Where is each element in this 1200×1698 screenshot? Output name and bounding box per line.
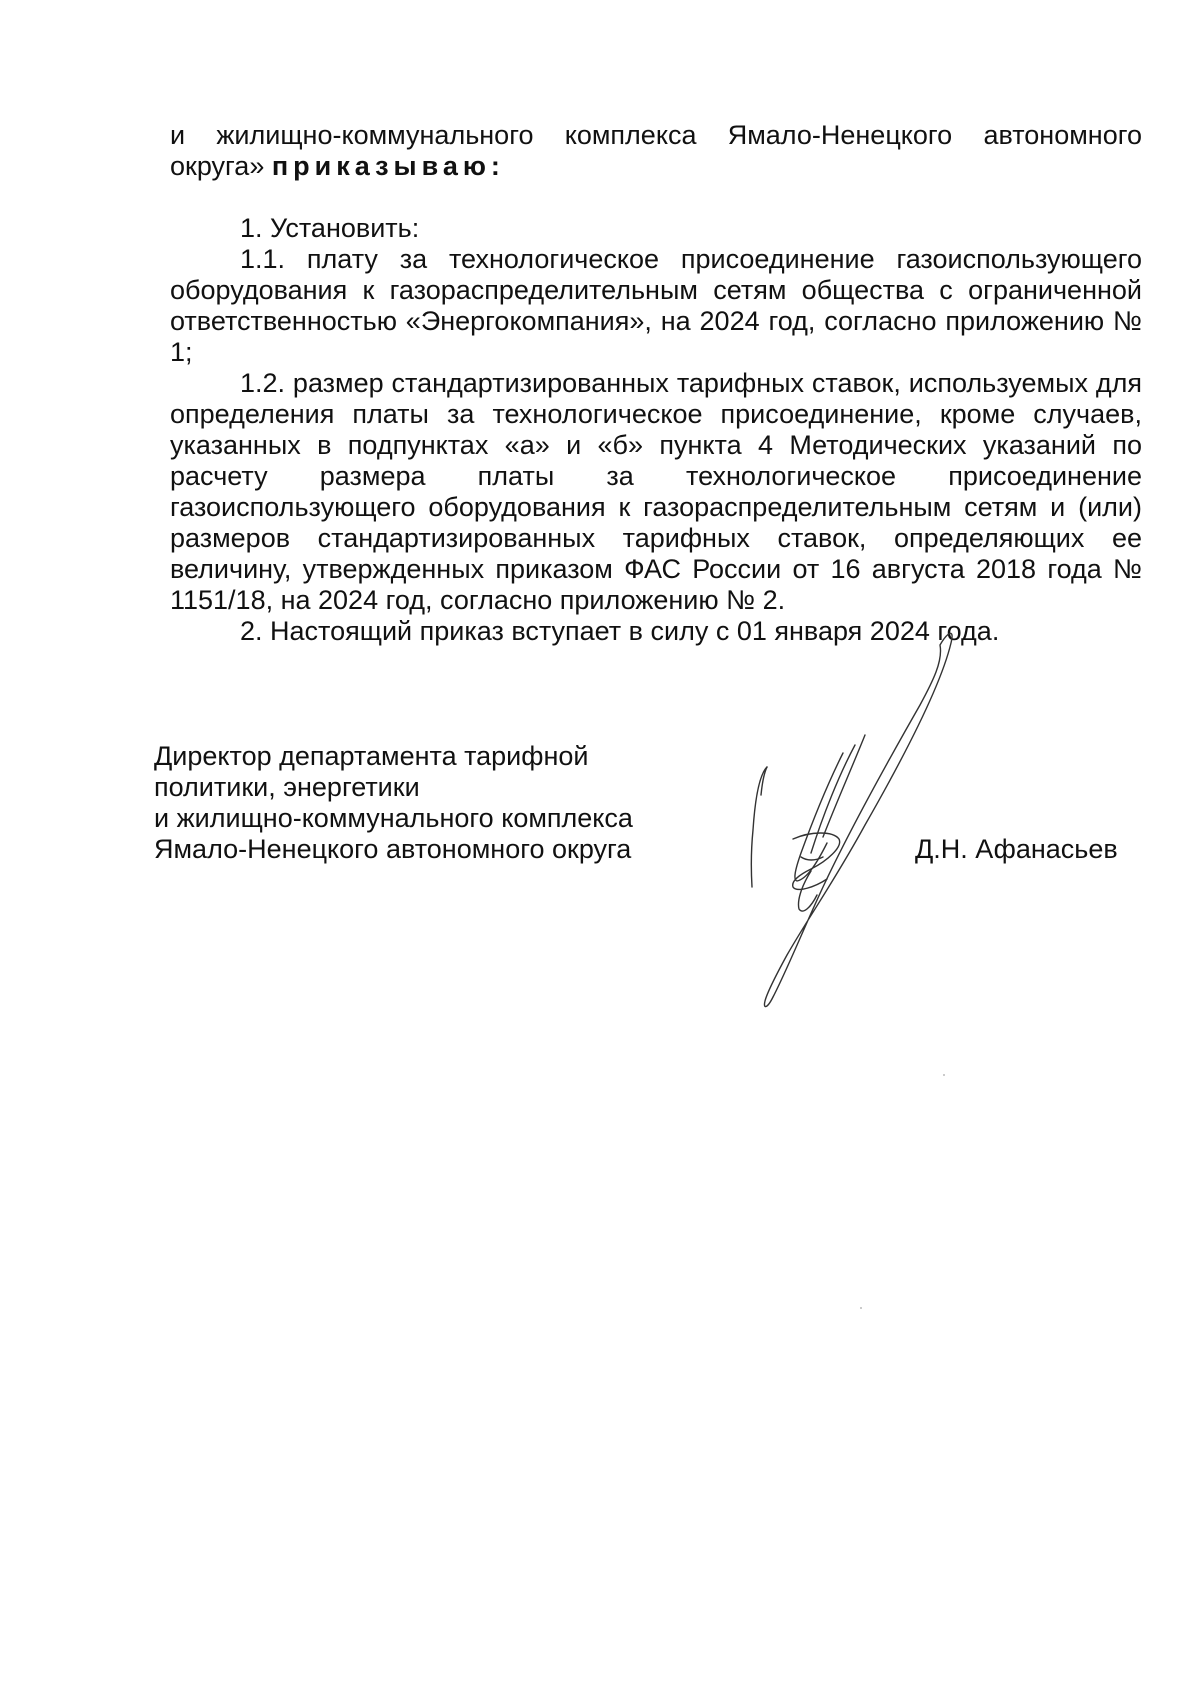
item-1: 1. Установить:	[240, 213, 420, 243]
paragraph-gap	[170, 182, 1142, 213]
signatory-title	[154, 741, 674, 865]
item-1-2: 1.2. размер стандартизированных тарифных ставок, используемых для определения платы за технологическое присоединение, кроме случаев, указанных в подпунктах «а» и «б» пункта 4 Методических указаний по расчету размера платы за технологическое присоединение газоиспользующего оборудования к газораспределительным сетям и (или) размеров стандартизированных тарифных ставок, определяющих ее величину, утвержденных приказом ФАС России от 16 августа 2018 года № 1151/18, на 2024 год, согласно приложению № 2.	[170, 368, 1142, 615]
order-word: приказываю:	[271, 151, 505, 181]
document-body	[170, 120, 1142, 647]
item-1-1: 1.1. плату за технологическое присоединение газоиспользующего оборудования к газораспределительным сетям общества с ограниченной ответственностью «Энергокомпания», на 2024 год, согласно приложению № 1;	[170, 244, 1142, 367]
signatory-title-line: политики, энергетики	[154, 772, 420, 802]
scan-speck	[943, 1074, 945, 1076]
scan-speck	[860, 1307, 862, 1309]
handwritten-signature	[715, 625, 975, 1025]
intro-text: и жилищно-коммунального комплекса Ямало-Ненецкого автономного округа»	[170, 120, 1142, 181]
item-2: 2. Настоящий приказ вступает в силу с 01 января 2024 года.	[240, 616, 1000, 646]
intro-paragraph	[170, 120, 1142, 182]
signatory-title-line: Директор департамента тарифной	[154, 741, 589, 771]
signatory-title-line: Ямало-Ненецкого автономного округа	[154, 834, 632, 864]
signatory-name: Д.Н. Афанасьев	[915, 834, 1118, 864]
signatory-title-line: и жилищно-коммунального комплекса	[154, 803, 633, 833]
